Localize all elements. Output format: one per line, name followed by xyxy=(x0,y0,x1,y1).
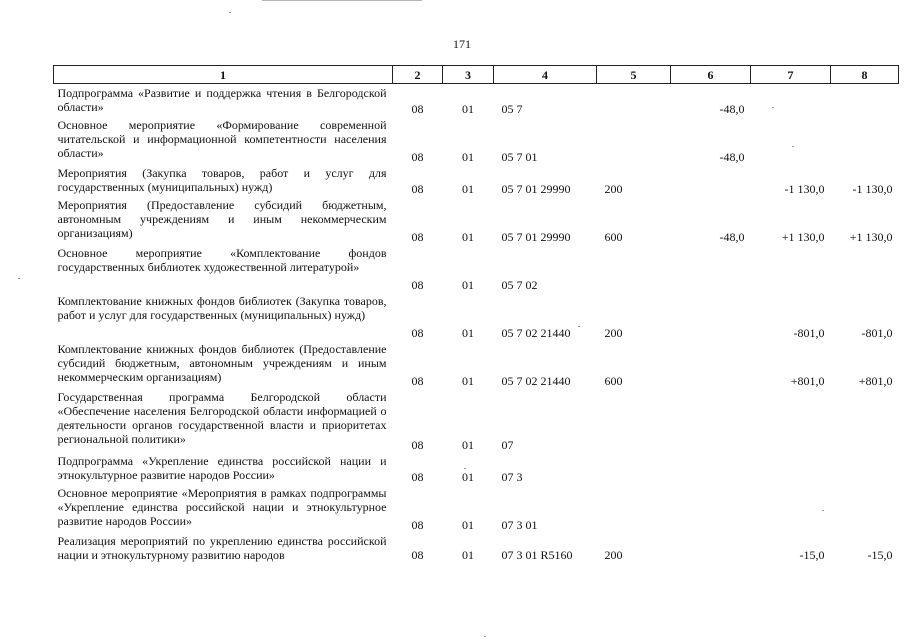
table-row xyxy=(54,244,899,292)
cell-sum-year3: +801,0 xyxy=(858,373,893,388)
column-header: 3 xyxy=(443,66,494,84)
cell-target-article: 05 7 01 29990 xyxy=(501,229,571,244)
cell-description: Реализация мероприятий по укреплению единства российской нации и этнокультурному развитию народов xyxy=(57,533,387,562)
cell-expense-type: 200 xyxy=(604,325,623,340)
cell-sum-year2: +801,0 xyxy=(790,373,825,388)
column-header: 5 xyxy=(597,66,671,84)
cell-section: 08 xyxy=(411,437,424,452)
cell-target-article: 05 7 01 xyxy=(501,149,538,164)
cell-subsection: 01 xyxy=(462,373,474,388)
cell-sum-year2: +1 130,0 xyxy=(781,229,825,244)
cell-sum-year3 xyxy=(831,84,899,116)
cell-sum-year2 xyxy=(751,452,831,484)
cell-subsection: 01 xyxy=(462,517,474,532)
cell-description: Комплектование книжных фондов библиотек (Предоставление субсидий бюджетным, автономным учреждениям и иным некоммерческим организациям) xyxy=(57,341,387,384)
cell-target-article: 05 7 xyxy=(501,101,523,116)
cell-section: 08 xyxy=(411,149,424,164)
table-row xyxy=(54,116,899,164)
cell-subsection: 01 xyxy=(462,325,474,340)
table-row xyxy=(54,484,899,532)
cell-sum-year1 xyxy=(671,244,751,292)
column-header: 4 xyxy=(494,66,597,84)
column-header: 2 xyxy=(393,66,443,84)
column-header: 8 xyxy=(831,66,899,84)
header-row xyxy=(54,66,899,84)
cell-subsection: 01 xyxy=(462,101,474,116)
cell-section: 08 xyxy=(411,469,424,484)
scan-speck xyxy=(229,12,231,13)
scan-speck xyxy=(484,636,486,637)
cell-subsection: 01 xyxy=(462,469,474,484)
table-row xyxy=(54,84,899,116)
cell-description: Подпрограмма «Укрепление единства российской нации и этнокультурное развитие народов России» xyxy=(57,453,387,482)
cell-section: 08 xyxy=(411,229,424,244)
column-header: 1 xyxy=(54,66,393,84)
cell-sum-year1: -48,0 xyxy=(719,229,745,244)
cell-section: 08 xyxy=(411,325,424,340)
budget-table xyxy=(53,65,899,562)
cell-sum-year3: -801,0 xyxy=(861,325,893,340)
cell-sum-year2 xyxy=(751,244,831,292)
cell-target-article: 07 xyxy=(501,437,514,452)
cell-sum-year2 xyxy=(751,84,831,116)
column-header: 7 xyxy=(751,66,831,84)
cell-description: Подпрограмма «Развитие и поддержка чтения в Белгородской области» xyxy=(57,86,387,114)
cell-sum-year1 xyxy=(671,532,751,562)
cell-sum-year1 xyxy=(671,292,751,340)
cell-expense-type xyxy=(597,388,671,452)
cell-subsection: 01 xyxy=(462,229,474,244)
cell-subsection: 01 xyxy=(462,181,474,196)
cell-description: Государственная программа Белгородской области «Обеспечение населения Белгородской области информацией о деятельности органов государственной власти и приоритетах региональной политики» xyxy=(57,389,387,446)
cell-sum-year2: -15,0 xyxy=(799,547,825,562)
cell-description: Основное мероприятие «Формирование современной читательской и информационной компетентности населения области» xyxy=(57,117,387,160)
cell-target-article: 05 7 02 21440 xyxy=(501,325,571,340)
scan-speck xyxy=(464,468,466,469)
cell-sum-year3 xyxy=(831,388,899,452)
scan-speck xyxy=(772,107,774,108)
cell-subsection: 01 xyxy=(462,437,474,452)
cell-section: 08 xyxy=(411,181,424,196)
scan-speck xyxy=(578,326,580,327)
cell-sum-year2: -801,0 xyxy=(793,325,825,340)
cell-sum-year1 xyxy=(671,452,751,484)
cell-expense-type xyxy=(597,116,671,164)
scan-speck xyxy=(18,278,20,279)
cell-section: 08 xyxy=(411,373,424,388)
cell-expense-type: 200 xyxy=(604,547,623,562)
cell-section: 08 xyxy=(411,517,424,532)
scan-speck xyxy=(822,510,824,511)
table-row xyxy=(54,340,899,388)
scan-speck xyxy=(792,146,794,147)
cell-description: Мероприятия (Закупка товаров, работ и услуг для государственных (муниципальных) нужд) xyxy=(57,165,387,194)
cell-target-article: 07 3 01 xyxy=(501,517,538,532)
cell-sum-year1 xyxy=(671,164,751,196)
cell-target-article: 05 7 02 xyxy=(501,277,538,292)
table-row xyxy=(54,532,899,562)
cell-section: 08 xyxy=(411,547,424,562)
cell-description: Мероприятия (Предоставление субсидий бюджетным, автономным учреждениям и иным некоммерческим организациям) xyxy=(57,197,387,240)
cell-sum-year1 xyxy=(671,484,751,532)
cell-sum-year3 xyxy=(831,452,899,484)
cell-sum-year2 xyxy=(751,388,831,452)
cell-expense-type xyxy=(597,452,671,484)
cell-target-article: 07 3 xyxy=(501,469,523,484)
cell-sum-year3 xyxy=(831,116,899,164)
cell-subsection: 01 xyxy=(462,149,474,164)
cell-expense-type: 600 xyxy=(604,229,623,244)
table-row xyxy=(54,196,899,244)
cell-sum-year2: -1 130,0 xyxy=(784,181,825,196)
cell-target-article: 05 7 01 29990 xyxy=(501,181,571,196)
cell-sum-year1: -48,0 xyxy=(719,149,745,164)
cell-section: 08 xyxy=(411,277,424,292)
cell-sum-year3: +1 130,0 xyxy=(849,229,893,244)
table-row xyxy=(54,388,899,452)
cell-description: Комплектование книжных фондов библиотек (Закупка товаров, работ и услуг для государственных (муниципальных) нужд) xyxy=(57,293,387,322)
cell-sum-year2 xyxy=(751,116,831,164)
table-row xyxy=(54,452,899,484)
cell-expense-type xyxy=(597,244,671,292)
cell-sum-year3: -1 130,0 xyxy=(852,181,893,196)
cell-sum-year1 xyxy=(671,388,751,452)
cell-sum-year1: -48,0 xyxy=(719,101,745,116)
cell-sum-year3 xyxy=(831,244,899,292)
cell-description: Основное мероприятие «Комплектование фондов государственных библиотек художественной литературой» xyxy=(57,245,387,274)
cell-expense-type xyxy=(597,484,671,532)
table-row xyxy=(54,292,899,340)
cell-sum-year1 xyxy=(671,340,751,388)
cell-sum-year3: -15,0 xyxy=(867,547,893,562)
column-header: 6 xyxy=(671,66,751,84)
cell-target-article: 07 3 01 R5160 xyxy=(501,547,573,562)
cell-expense-type: 200 xyxy=(604,181,623,196)
table-row xyxy=(54,164,899,196)
cell-description: Основное мероприятие «Мероприятия в рамках подпрограммы «Укрепление единства российской нации и этнокультурное развитие народов России» xyxy=(57,485,387,528)
cell-expense-type xyxy=(597,84,671,116)
cell-sum-year3 xyxy=(831,484,899,532)
page-number: 171 xyxy=(453,37,471,51)
cell-target-article: 05 7 02 21440 xyxy=(501,373,571,388)
scan-top-line xyxy=(262,0,422,1)
cell-expense-type: 600 xyxy=(604,373,623,388)
cell-section: 08 xyxy=(411,101,424,116)
cell-sum-year2 xyxy=(751,484,831,532)
cell-subsection: 01 xyxy=(462,547,474,562)
cell-subsection: 01 xyxy=(462,277,474,292)
